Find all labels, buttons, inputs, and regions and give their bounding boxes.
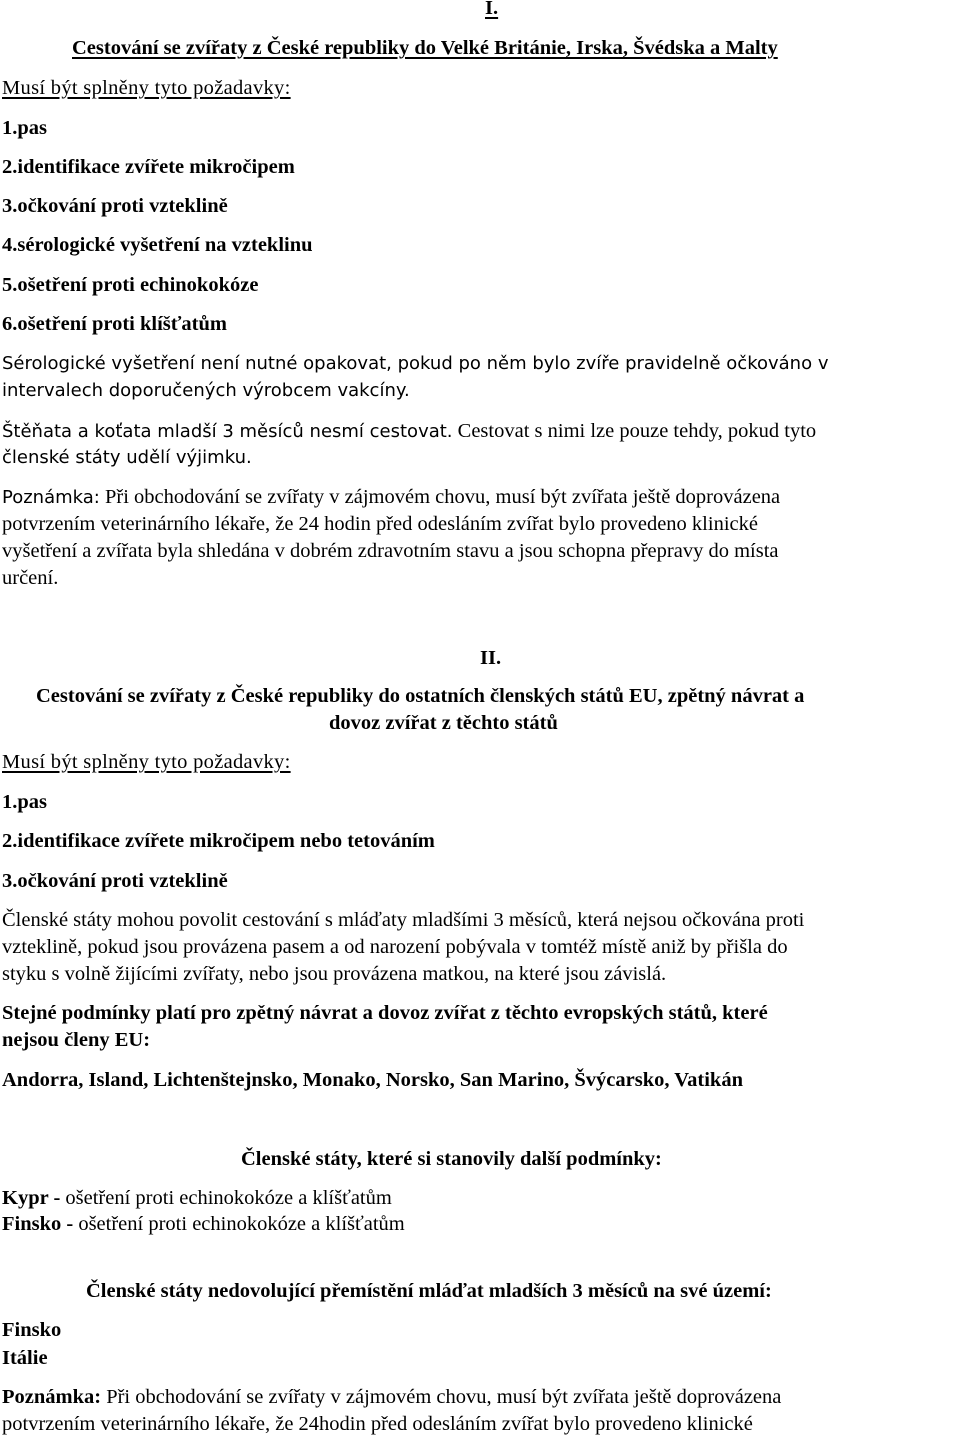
requirement-item: 5.ošetření proti echinokokóze [2,274,259,296]
puppies-note-rest: Cestovat s nimi lze pouze tehdy, pokud tyto [452,420,817,442]
note-line: vyšetření a zvířata byla shledána v dobrém zdravotním stavu a jsou schopna přepravy do místa [2,540,779,562]
extra-condition-row [2,1186,392,1210]
note-line: potvrzením veterinárního lékaře, že 24 hodin před odesláním zvířat bylo provedeno klinické [2,513,758,535]
no-young-heading: Členské státy nedovolující přemístění mláďat mladších 3 měsíců na své území: [86,1280,772,1302]
serology-note-line: intervalech doporučených výrobcem vakcíny. [2,380,410,401]
section-title-2-line: Cestování se zvířaty z České republiky do ostatních členských států EU, zpětný návrat a [36,685,805,707]
extra-condition-country: Kypr - [2,1187,61,1209]
extra-condition-row [2,1212,405,1236]
section-number-2: II. [480,647,502,669]
extra-condition-text: ošetření proti echinokokóze a klíšťatům [60,1187,392,1209]
young-animals-note-line: vzteklině, pokud jsou provázena pasem a od narození pobývala v tomtéž místě aniž by přišla do [2,936,788,958]
requirement-item: 1.pas [2,117,48,139]
note-text: Při obchodování se zvířaty v zájmovém chovu, musí být zvířata ještě doprovázena [99,486,781,508]
extra-conditions-heading: Členské státy, které si stanovily další podmínky: [241,1148,662,1170]
no-young-country: Finsko [2,1319,62,1341]
no-young-country: Itálie [2,1347,48,1369]
non-eu-countries: Andorra, Island, Lichtenštejnsko, Monako, Norsko, San Marino, Švýcarsko, Vatikán [2,1069,743,1091]
requirements-heading-2: Musí být splněny tyto požadavky: [2,751,291,773]
note-line: určení. [2,567,59,589]
note-line: potvrzením veterinárního lékaře, že 24hodin před odesláním zvířat bylo provedeno klinické [2,1413,753,1435]
requirement-item: 6.ošetření proti klíšťatům [2,313,227,335]
requirement-item: 3.očkování proti vzteklině [2,870,228,892]
note-label: Poznámka: [2,1386,102,1408]
puppies-note-line: členské státy udělí výjimku. [2,447,252,468]
requirement-item: 1.pas [2,791,48,813]
same-conditions-line: Stejné podmínky platí pro zpětný návrat a dovoz zvířat z těchto evropských států, které [2,1002,768,1024]
requirement-item: 3.očkování proti vzteklině [2,195,228,217]
section-title-2-line: dovoz zvířat z těchto států [329,712,558,734]
requirement-item: 4.sérologické vyšetření na vzteklinu [2,234,313,256]
young-animals-note-line: Členské státy mohou povolit cestování s mláďaty mladšími 3 měsíců, která nejsou očkována proti [2,909,805,931]
young-animals-note-line: styku s volně žijícími zvířaty, nebo jsou provázena matkou, na které jsou závislá. [2,963,667,985]
note-text: Při obchodování se zvířaty v zájmovém chovu, musí být zvířata ještě doprovázena [101,1386,782,1408]
note-label: Poznámka: [2,487,100,508]
extra-condition-text: ošetření proti echinokokóze a klíšťatům [73,1213,405,1235]
requirement-item: 2.identifikace zvířete mikročipem nebo tetováním [2,830,435,852]
note-line [2,1385,781,1409]
puppies-note-sans: Štěňata a koťata mladší 3 měsíců nesmí cestovat. [2,421,453,442]
requirement-item: 2.identifikace zvířete mikročipem [2,156,295,178]
extra-condition-country: Finsko - [2,1213,74,1235]
requirements-heading-1: Musí být splněny tyto požadavky: [2,77,291,99]
section-number-1: I. [485,0,499,19]
puppies-note-line [2,419,816,444]
note-line [2,485,780,510]
section-title-1: Cestování se zvířaty z České republiky do Velké Británie, Irska, Švédska a Malty [72,37,778,59]
same-conditions-line: nejsou členy EU: [2,1029,151,1051]
serology-note-line: Sérologické vyšetření není nutné opakovat, pokud po něm bylo zvíře pravidelně očkováno v [2,353,829,374]
